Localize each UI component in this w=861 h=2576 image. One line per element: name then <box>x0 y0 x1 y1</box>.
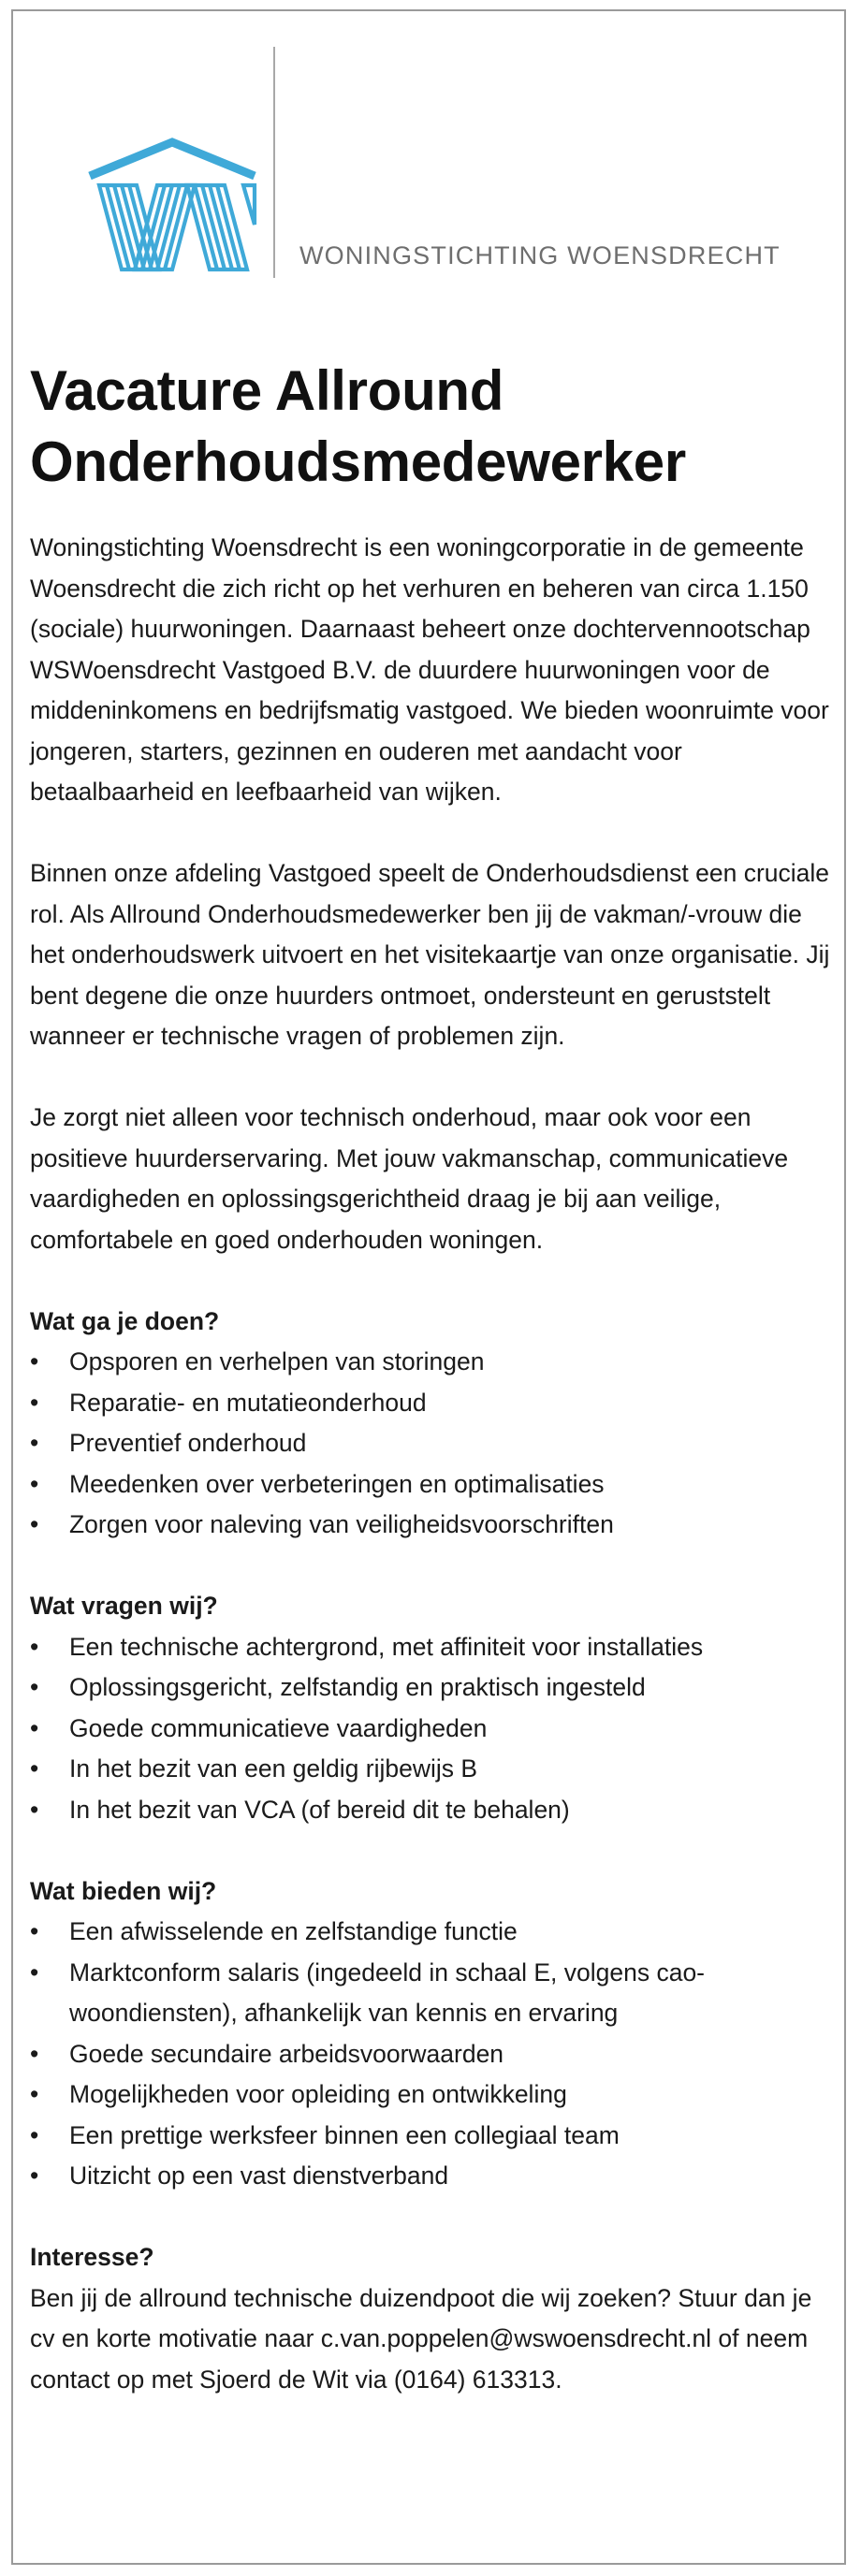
header <box>13 11 848 311</box>
vacancy-content <box>30 356 831 2400</box>
list-item: • Oplossingsgericht, zelfstandig en praktisch ingesteld <box>30 1667 831 1709</box>
list-item: • In het bezit van VCA (of bereid dit te behalen) <box>30 1790 831 1831</box>
list-item: • In het bezit van een geldig rijbewijs B <box>30 1749 831 1790</box>
list-item: • Preventief onderhoud <box>30 1423 831 1464</box>
intro-paragraph: Woningstichting Woensdrecht is een woningcorporatie in de gemeente Woensdrecht die zich richt op het verhuren en beheren van circa 1.150 (sociale) huurwoningen. Daarnaast beheert onze dochtervennootschap WSWoensdrecht Vastgoed B.V. de duurdere huurwoningen voor de middeninkomens en bedrijfsmatig vastgoed. We bieden woonruimte voor jongeren, starters, gezinnen en ouderen met aandacht voor betaalbaarheid en leefbaarheid van wijken. <box>30 533 829 806</box>
list-item: • Marktconform salaris (ingedeeld in schaal E, volgens cao-woondiensten), afhankelijk van kennis en ervaring <box>30 1953 831 2034</box>
list-item: • Meedenken over verbeteringen en optimalisaties <box>30 1464 831 1506</box>
section-title-interesse: Interesse? <box>30 2243 154 2271</box>
vacancy-frame <box>11 9 846 2565</box>
experience-paragraph: Je zorgt niet alleen voor technisch onderhoud, maar ook voor een positieve huurderservaring. Met jouw vakmanschap, communicatieve vaardigheden en oplossingsgerichtheid draag je bij aan veilige, comfortabele en goed onderhouden woningen. <box>30 1103 789 1254</box>
vacancy-title <box>30 356 831 498</box>
list-vragen <box>30 1627 831 1831</box>
organization-name: WONINGSTICHTING WOENSDRECHT <box>299 241 781 269</box>
list-item: • Opsporen en verhelpen van storingen <box>30 1342 831 1383</box>
list-item: • Mogelijkheden voor opleiding en ontwikkeling <box>30 2074 831 2116</box>
list-item: • Een technische achtergrond, met affiniteit voor installaties <box>30 1627 831 1668</box>
contact-paragraph: Ben jij de allround technische duizendpoot die wij zoeken? Stuur dan je cv en korte motivatie naar c.van.poppelen@wswoensdrecht.nl of neem contact op met Sjoerd de Wit via (0164) 613313. <box>30 2283 812 2394</box>
section-title-vragen: Wat vragen wij? <box>30 1592 218 1620</box>
section-title-doen: Wat ga je doen? <box>30 1306 220 1335</box>
list-item: • Zorgen voor naleving van veiligheidsvoorschriften <box>30 1505 831 1546</box>
department-paragraph: Binnen onze afdeling Vastgoed speelt de Onderhoudsdienst een cruciale rol. Als Allround Onderhoudsmedewerker ben jij de vakman/-vrouw die het onderhoudswerk uitvoert en het visitekaartje van onze organisatie. Jij bent degene die onze huurders ontmoet, ondersteunt en geruststelt wanneer er technische vragen of problemen zijn. <box>30 859 830 1050</box>
list-doen <box>30 1342 831 1546</box>
list-bieden <box>30 1912 831 2197</box>
section-title-bieden: Wat bieden wij? <box>30 1876 217 1905</box>
woensdrecht-house-logo-icon <box>79 131 266 281</box>
list-item: • Goede communicatieve vaardigheden <box>30 1709 831 1750</box>
vacancy-title-line1: Vacature Allround <box>30 359 504 422</box>
list-item: • Uitzicht op een vast dienstverband <box>30 2156 831 2197</box>
header-divider <box>273 47 275 278</box>
vacancy-title-line2: Onderhoudsmedewerker <box>30 430 686 493</box>
list-item: • Een prettige werksfeer binnen een collegiaal team <box>30 2116 831 2157</box>
list-item: • Reparatie- en mutatieonderhoud <box>30 1383 831 1424</box>
list-item: • Goede secundaire arbeidsvoorwaarden <box>30 2034 831 2075</box>
list-item: • Een afwisselende en zelfstandige functie <box>30 1912 831 1953</box>
